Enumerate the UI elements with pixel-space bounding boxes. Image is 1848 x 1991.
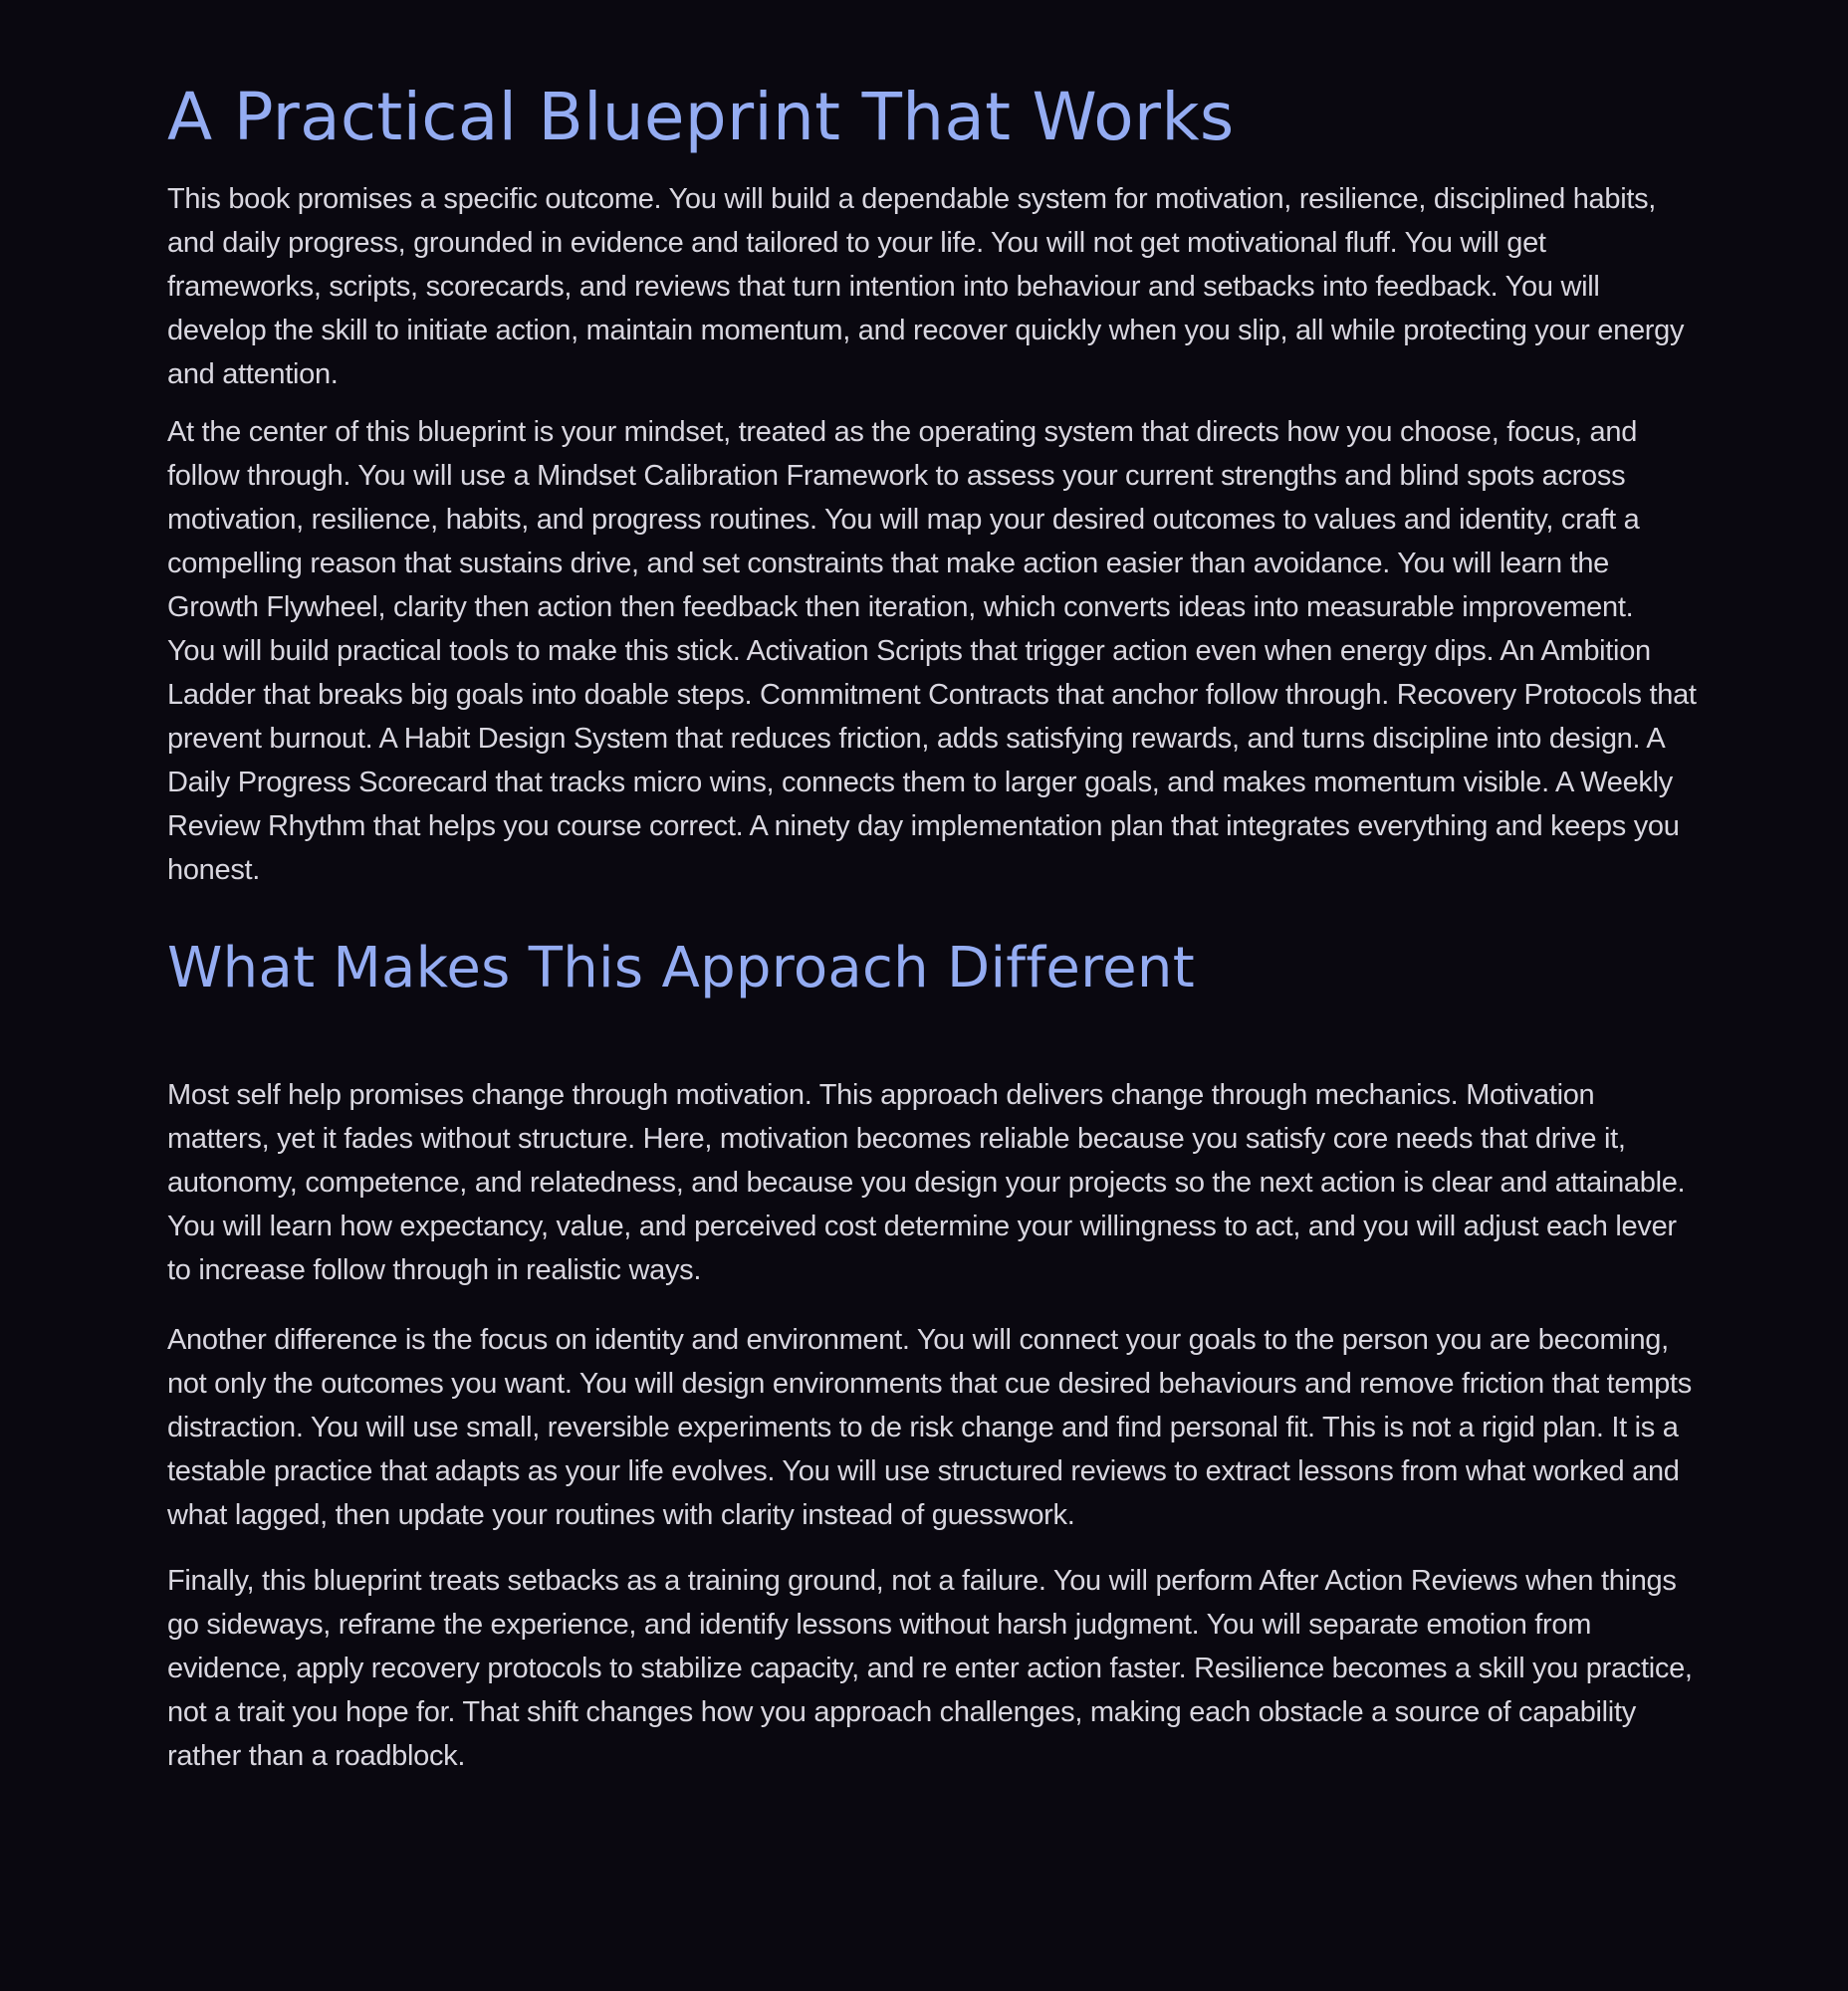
paragraph-setbacks: Finally, this blueprint treats setbacks as a training ground, not a failure. You will perform After Action Reviews when things go sideways, reframe the experience, and identify lessons without harsh judgment. You will separate emotion from evidence, apply recovery protocols to stabilize capacity, and re enter action faster. Resilience becomes a skill you practice, not a trait you hope for. That shift changes how you approach challenges, making each obstacle a source of capability rather than a roadblock. bbox=[167, 1565, 1693, 1772]
paragraph-identity: Another difference is the focus on identity and environment. You will connect your goals to the person you are becoming, not only the outcomes you want. You will design environments that cue desired behaviours and remove friction that tempts distraction. You will use small, reversible experiments to de risk change and find personal fit. This is not a rigid plan. It is a testable practice that adapts as your life evolves. You will use structured reviews to extract lessons from what worked and what lagged, then update your routines with clarity instead of guesswork. bbox=[167, 1324, 1692, 1531]
section-heading-blueprint: A Practical Blueprint That Works bbox=[167, 79, 1235, 155]
paragraph-outcome: This book promises a specific outcome. You will build a dependable system for motivation, resilience, disciplined habits, and daily progress, grounded in evidence and tailored to your life. You will not get motivational fluff. You will get frameworks, scripts, scorecards, and reviews that turn intention into behaviour and setbacks into feedback. You will develop the skill to initiate action, maintain momentum, and recover quickly when you slip, all while protecting your energy and attention. bbox=[167, 183, 1685, 390]
section-heading-different: What Makes This Approach Different bbox=[167, 936, 1195, 1000]
document-page bbox=[167, 70, 1701, 1792]
paragraph-mindset: At the center of this blueprint is your mindset, treated as the operating system that directs how you choose, focus, and follow through. You will use a Mindset Calibration Framework to assess your current strengths and blind spots across motivation, resilience, habits, and progress routines. You will map your desired outcomes to values and identity, craft a compelling reason that sustains drive, and set constraints that make action easier than avoidance. You will learn the Growth Flywheel, clarity then action then feedback then iteration, which converts ideas into measurable improvement. bbox=[167, 416, 1640, 623]
paragraph-tools: You will build practical tools to make this stick. Activation Scripts that trigger action even when energy dips. An Ambition Ladder that breaks big goals into doable steps. Commitment Contracts that anchor follow through. Recovery Protocols that prevent burnout. A Habit Design System that reduces friction, adds satisfying rewards, and turns discipline into design. A Daily Progress Scorecard that tracks micro wins, connects them to larger goals, and makes momentum visible. A Weekly Review Rhythm that helps you course correct. A ninety day implementation plan that integrates everything and keeps you honest. bbox=[167, 635, 1697, 886]
paragraph-mechanics: Most self help promises change through motivation. This approach delivers change through mechanics. Motivation matters, yet it fades without structure. Here, motivation becomes reliable because you satisfy core needs that drive it, autonomy, competence, and relatedness, and because you design your projects so the next action is clear and attainable. You will learn how expectancy, value, and perceived cost determine your willingness to act, and you will adjust each lever to increase follow through in realistic ways. bbox=[167, 1079, 1686, 1286]
